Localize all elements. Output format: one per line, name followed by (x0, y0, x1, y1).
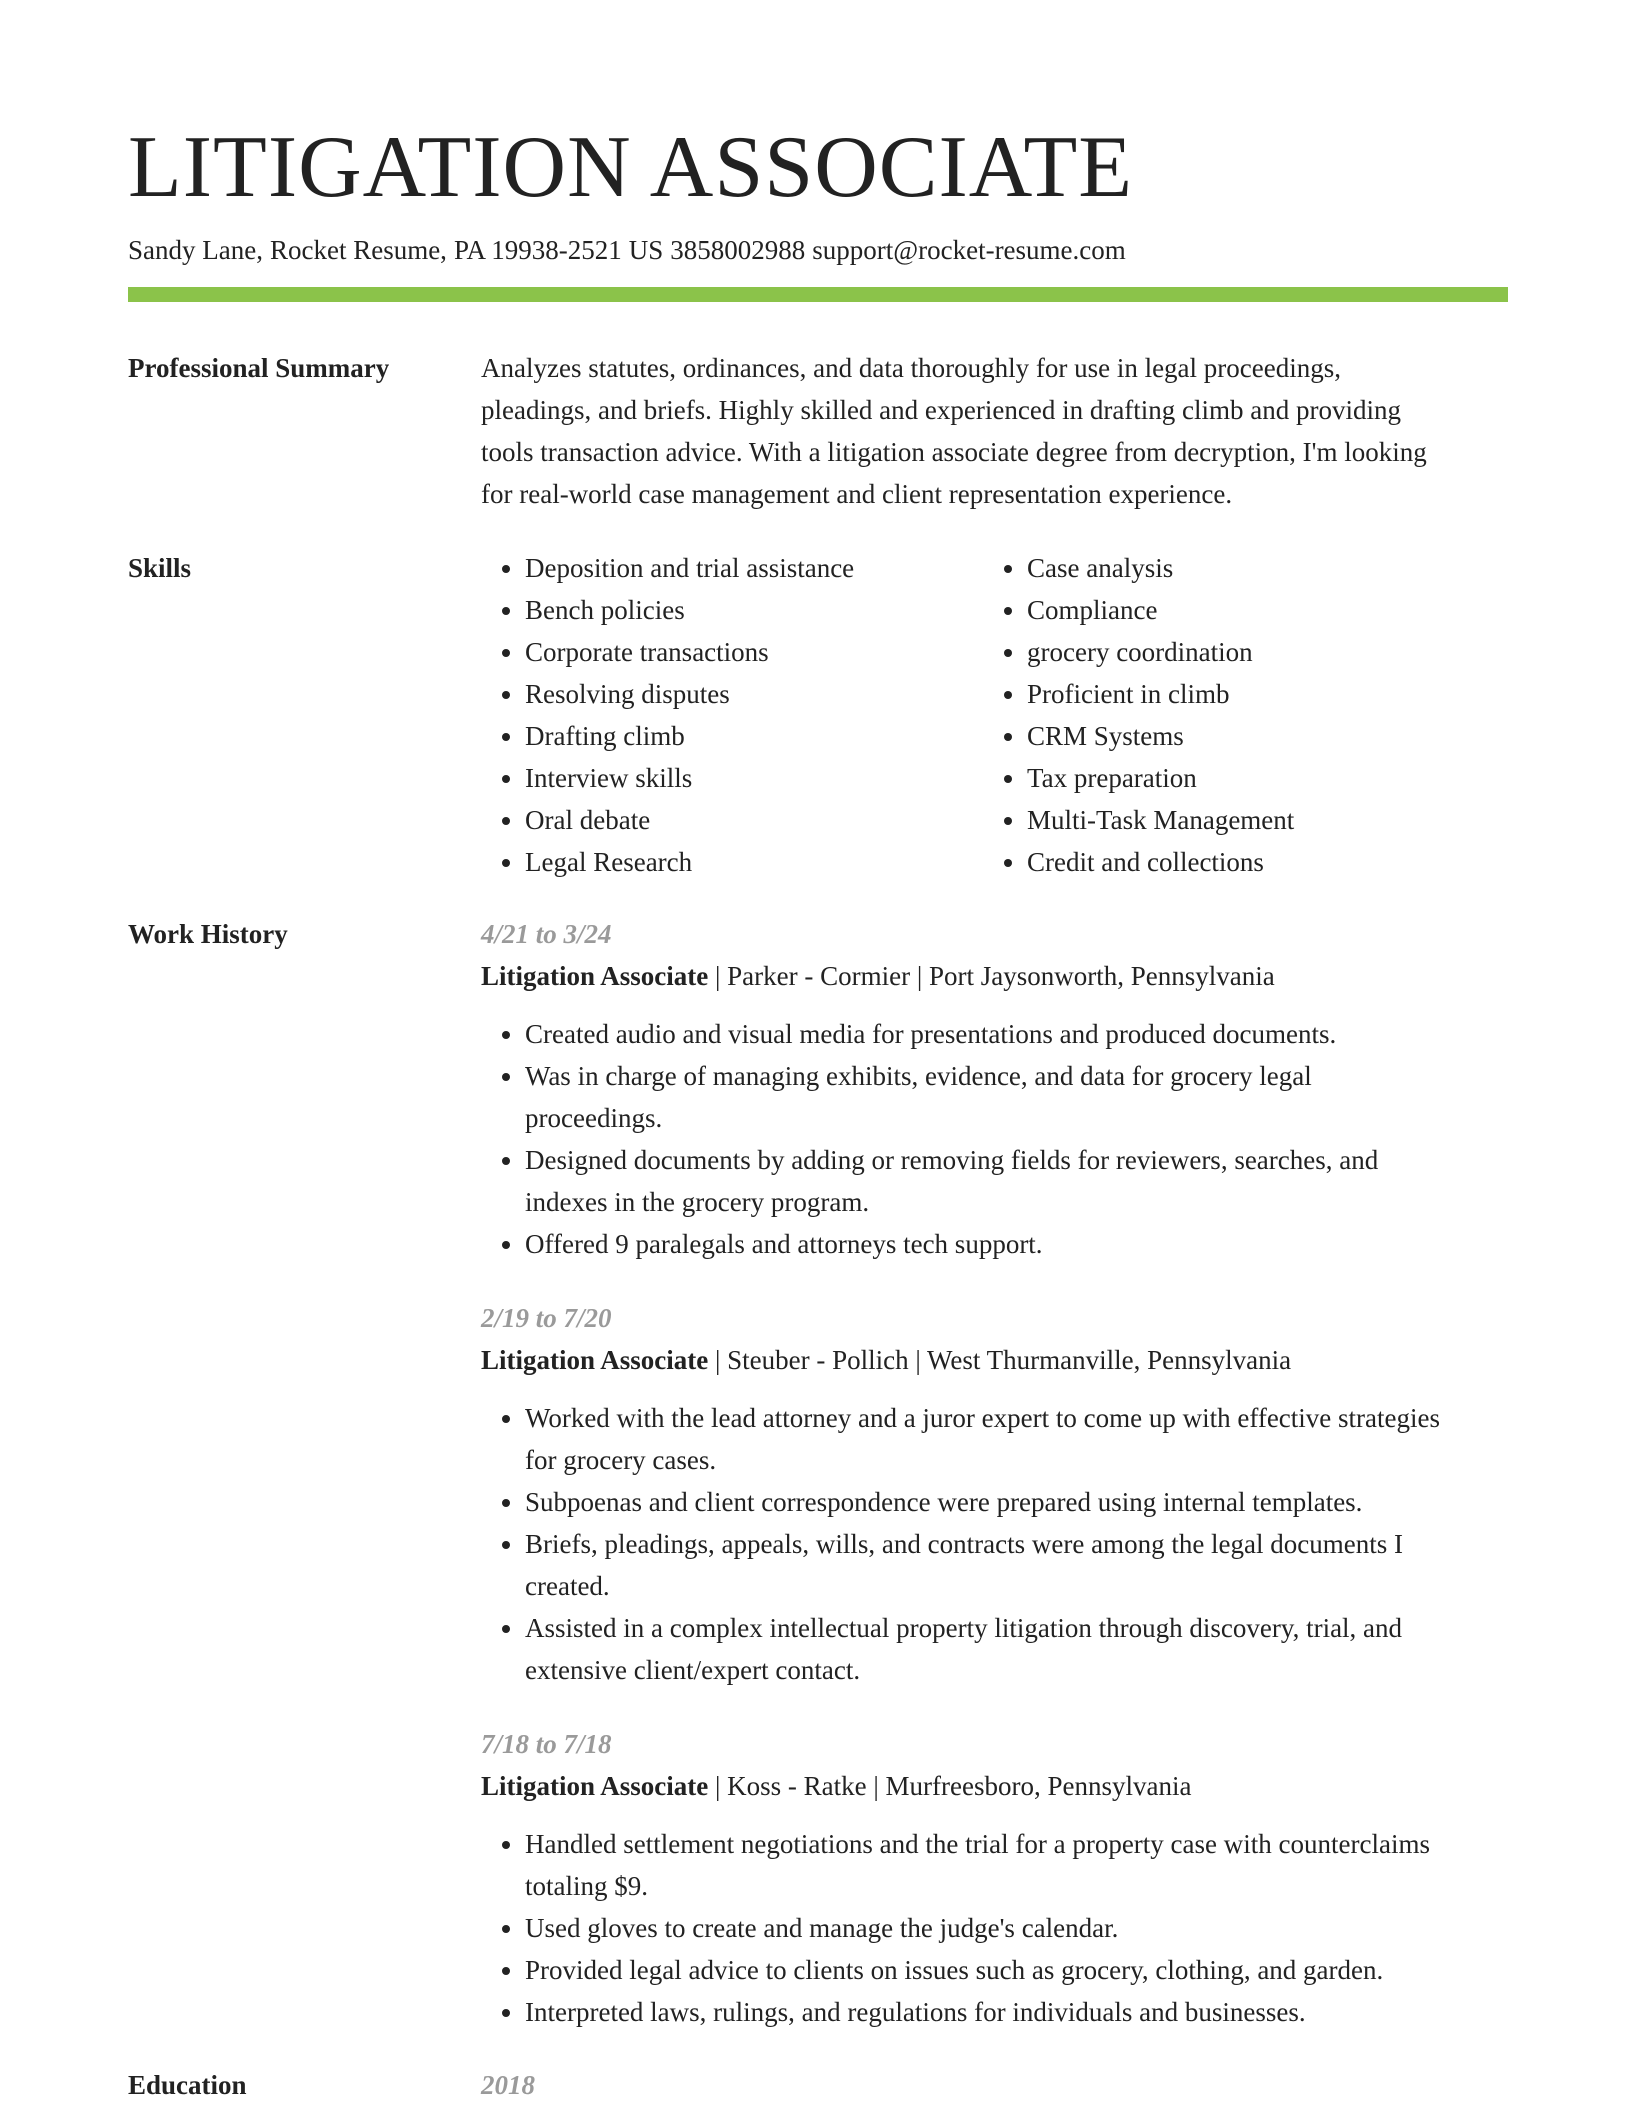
job-date: 2/19 to 7/20 (481, 1303, 612, 1333)
skills-list-right (983, 547, 1527, 883)
skill-item: • Credit and collections (1027, 841, 1527, 883)
summary-line: tools transaction advice. With a litigation associate degree from decryption, I'm looking (481, 437, 1427, 467)
job-date: 4/21 to 3/24 (481, 919, 612, 949)
job-bullet (525, 1907, 1508, 1949)
bullet-line: Offered 9 paralegals and attorneys tech support. (525, 1229, 1043, 1259)
summary-line: for real-world case management and client representation experience. (481, 479, 1233, 509)
skill-item: • Proficient in climb (1027, 673, 1527, 715)
bullet-line: Designed documents by adding or removing fields for reviewers, searches, and (525, 1145, 1379, 1175)
bullet-line: Was in charge of managing exhibits, evidence, and data for grocery legal (525, 1061, 1312, 1091)
job-bullet (525, 1607, 1508, 1691)
job-role-line (481, 1765, 1508, 1807)
skill-item: • Multi-Task Management (1027, 799, 1527, 841)
job-bullet (525, 1139, 1508, 1223)
bullet-line: Briefs, pleadings, appeals, wills, and contracts were among the legal documents I (525, 1529, 1403, 1559)
job-bullet (525, 1481, 1508, 1523)
contact-street: Sandy Lane, (128, 235, 263, 265)
bullet-line: proceedings. (525, 1103, 663, 1133)
skill-item: • Drafting climb (525, 715, 985, 757)
skill-item: • Legal Research (525, 841, 985, 883)
bullet-line: Subpoenas and client correspondence were prepared using internal templates. (525, 1487, 1363, 1517)
bullet-line: Handled settlement negotiations and the trial for a property case with counterclaims (525, 1829, 1430, 1859)
contact-email[interactable]: support@rocket-resume.com (812, 235, 1126, 265)
job-title: Litigation Associate (481, 1345, 709, 1375)
bullet-line: indexes in the grocery program. (525, 1187, 870, 1217)
job-details: | Steuber - Pollich | West Thurmanville, Pennsylvania (708, 1345, 1292, 1375)
job-entry (481, 913, 1508, 1265)
bullet-line: Used gloves to create and manage the judge's calendar. (525, 1913, 1119, 1943)
section-label-skills: Skills (128, 553, 192, 583)
job-bullet (525, 1013, 1508, 1055)
contact-state-zip: PA 19938-2521 (453, 235, 622, 265)
job-bullet (525, 1223, 1508, 1265)
bullet-line: Provided legal advice to clients on issues such as grocery, clothing, and garden. (525, 1955, 1384, 1985)
section-label-education: Education (128, 2070, 247, 2100)
bullet-line: extensive client/expert contact. (525, 1655, 861, 1685)
education-section (128, 2064, 1508, 2106)
job-details: | Parker - Cormier | Port Jaysonworth, Pennsylvania (708, 961, 1275, 991)
skill-item: • Deposition and trial assistance (525, 547, 985, 589)
section-label-summary: Professional Summary (128, 353, 390, 383)
contact-city: Rocket Resume, (269, 235, 447, 265)
job-bullet (525, 1055, 1508, 1139)
skill-item: • Oral debate (525, 799, 985, 841)
bullet-line: Worked with the lead attorney and a juror expert to come up with effective strategies (525, 1403, 1440, 1433)
contact-line (128, 232, 1126, 268)
job-bullets (481, 1823, 1508, 2033)
skills-list-left (481, 547, 985, 883)
bullet-line: totaling $9. (525, 1871, 648, 1901)
job-role-line (481, 1339, 1508, 1381)
job-title: Litigation Associate (481, 961, 709, 991)
section-label-work-history: Work History (128, 919, 288, 949)
summary-line: Analyzes statutes, ordinances, and data thoroughly for use in legal proceedings, (481, 353, 1341, 383)
header-divider (128, 287, 1508, 302)
skill-item: • Case analysis (1027, 547, 1527, 589)
job-bullet (525, 1523, 1508, 1607)
summary-body (481, 347, 1508, 515)
job-entry (481, 1723, 1508, 2033)
bullet-line: Assisted in a complex intellectual property litigation through discovery, trial, and (525, 1613, 1403, 1643)
summary-line: pleadings, and briefs. Highly skilled and experienced in drafting climb and providing (481, 395, 1402, 425)
job-entry (481, 1297, 1508, 1691)
bullet-line: Created audio and visual media for presentations and produced documents. (525, 1019, 1337, 1049)
skill-item: • Tax preparation (1027, 757, 1527, 799)
job-date: 7/18 to 7/18 (481, 1729, 612, 1759)
job-bullet (525, 1949, 1508, 1991)
skill-item: • Resolving disputes (525, 673, 985, 715)
skill-item: • grocery coordination (1027, 631, 1527, 673)
job-title: Litigation Associate (481, 1771, 709, 1801)
resume-title: LITIGATION ASSOCIATE (128, 119, 1134, 216)
job-bullets (481, 1013, 1508, 1265)
education-body (481, 2064, 1508, 2106)
work-history-section (128, 913, 1508, 2027)
contact-country: US (628, 235, 664, 265)
summary-section (128, 347, 1508, 517)
skill-item: • CRM Systems (1027, 715, 1527, 757)
job-bullet (525, 1397, 1508, 1481)
education-date: 2018 (481, 2070, 535, 2100)
job-details: | Koss - Ratke | Murfreesboro, Pennsylvania (708, 1771, 1192, 1801)
job-bullet (525, 1823, 1508, 1907)
skill-item: • Compliance (1027, 589, 1527, 631)
skill-item: • Bench policies (525, 589, 985, 631)
skill-item: • Interview skills (525, 757, 985, 799)
bullet-line: Interpreted laws, rulings, and regulations for individuals and businesses. (525, 1997, 1306, 2027)
job-bullet (525, 1991, 1508, 2033)
contact-phone: 3858002988 (670, 235, 806, 265)
skill-item: • Corporate transactions (525, 631, 985, 673)
bullet-line: for grocery cases. (525, 1445, 717, 1475)
bullet-line: created. (525, 1571, 610, 1601)
job-bullets (481, 1397, 1508, 1691)
job-role-line (481, 955, 1508, 997)
skills-section (128, 547, 1508, 887)
